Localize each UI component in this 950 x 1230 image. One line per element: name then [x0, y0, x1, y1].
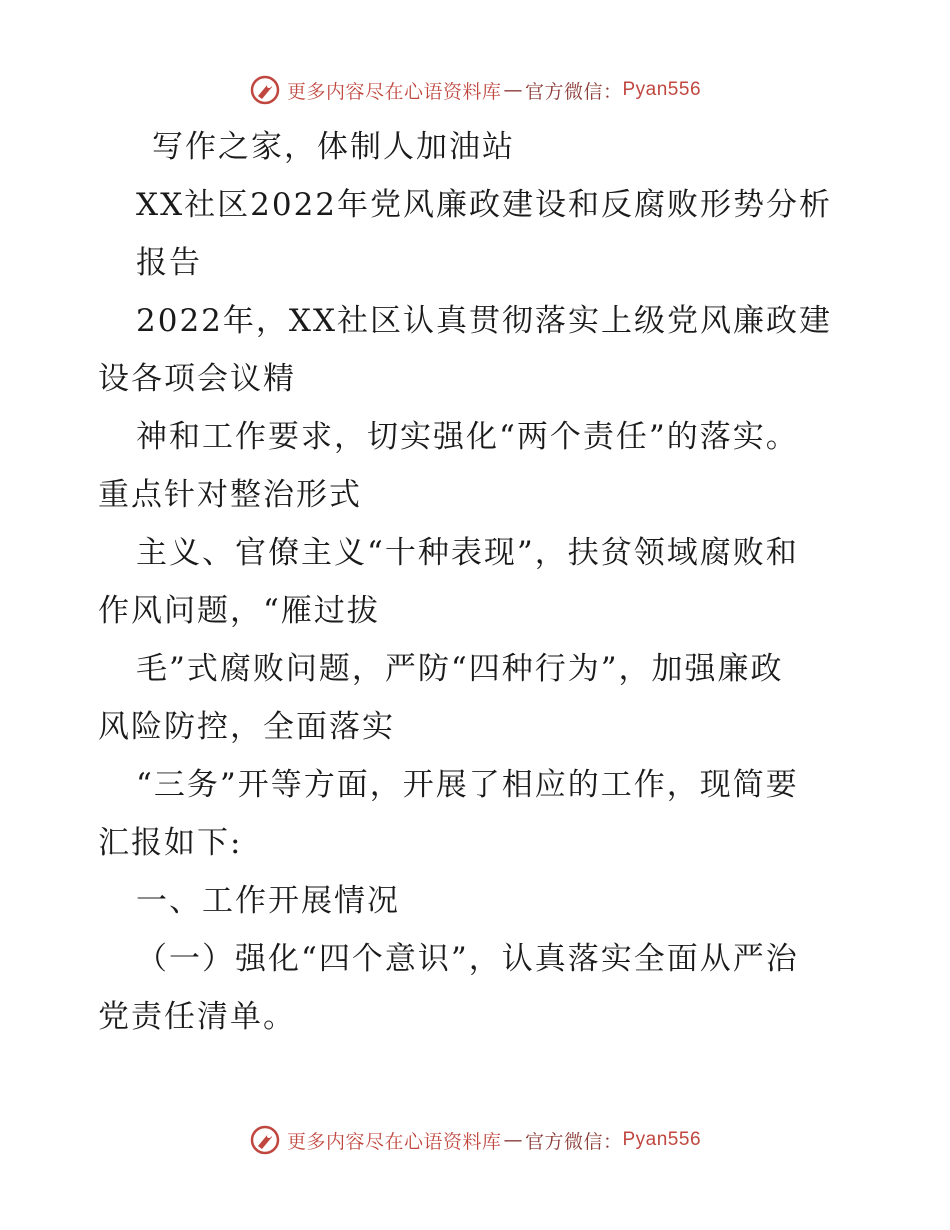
watermark-banner-bottom [0, 1120, 950, 1160]
watermark-banner-top [0, 70, 950, 110]
watermark-wechat-label: 官方微信： [524, 80, 623, 103]
paragraph-line: 重点针对整治形式 [98, 477, 362, 513]
pen-nib-icon [249, 1124, 281, 1156]
paragraph-line: 设各项会议精 [98, 361, 296, 397]
pen-nib-icon [249, 74, 281, 106]
subsection-heading-line-2: 党责任清单。 [98, 999, 296, 1035]
watermark-dash: — [503, 1129, 523, 1151]
paragraph-line: 风险防控，全面落实 [98, 709, 395, 745]
paragraph-line: 2022年，XX社区认真贯彻落实上级党风廉政建 [136, 303, 833, 339]
watermark-dash: — [503, 79, 523, 101]
watermark-site-text: 更多内容尽在心语资料库 [286, 80, 502, 103]
paragraph-line: 作风问题，“雁过拔 [98, 593, 380, 629]
paragraph-line: 毛”式腐败问题，严防“四种行为”，加强廉政 [136, 651, 784, 687]
doc-title-line-1: XX社区2022年党风廉政建设和反腐败形势分析 [136, 187, 833, 223]
section-heading: 一、工作开展情况 [136, 883, 400, 919]
paragraph-line: 神和工作要求，切实强化“两个责任”的落实。 [136, 419, 799, 455]
watermark-site-text: 更多内容尽在心语资料库 [286, 1130, 502, 1153]
subsection-heading-line-1: （一）强化“四个意识”，认真落实全面从严治 [136, 941, 799, 977]
doc-header-line: 写作之家，体制人加油站 [152, 129, 515, 165]
paragraph-line: 主义、官僚主义“十种表现”，扶贫领域腐败和 [136, 535, 799, 571]
watermark-wechat-label: 官方微信： [524, 1130, 623, 1153]
paragraph-line: 汇报如下: [98, 825, 243, 861]
watermark-wechat-id: Pyan556 [622, 1129, 702, 1150]
paragraph-line: “三务”开等方面，开展了相应的工作，现简要 [136, 767, 799, 803]
document-body [98, 118, 858, 1046]
doc-title-line-2: 报告 [136, 245, 202, 281]
watermark-wechat-id: Pyan556 [622, 79, 702, 100]
